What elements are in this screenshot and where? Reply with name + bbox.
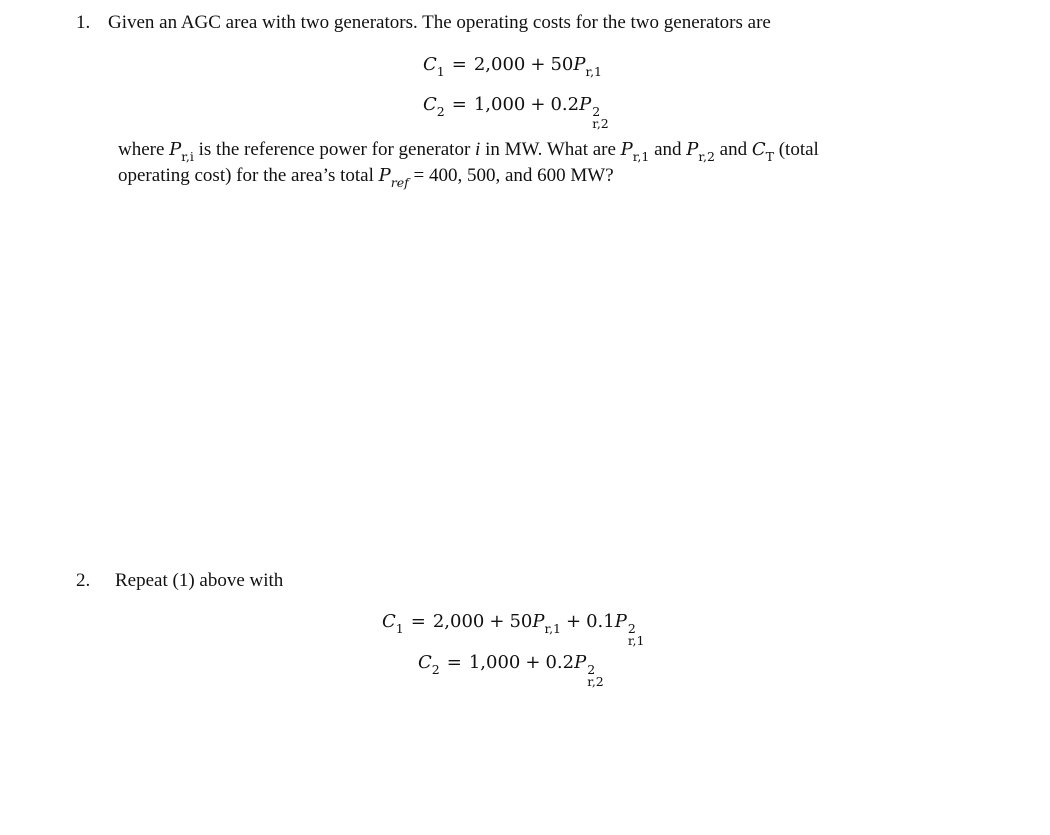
eq-coefficient: 0.2 (545, 652, 575, 673)
text-fragment: = 400, 500, and 600 MW? (408, 165, 614, 186)
plus-sign: + (530, 54, 546, 75)
equals-sign: = (451, 54, 467, 75)
problem-1-equation-c1 (423, 54, 602, 79)
eq-variable-scripts (628, 623, 645, 647)
problem-1-where-line-2 (118, 165, 614, 190)
equals-sign: = (446, 652, 462, 673)
eq-variable-subscript: r,2 (587, 673, 604, 689)
symbol-p: P (169, 139, 182, 160)
problem-1-intro: Given an AGC area with two generators. The operating costs for the two generators are (108, 12, 771, 33)
text-fragment: operating cost) for the area’s total (118, 165, 379, 186)
eq-coefficient: 50 (550, 54, 574, 75)
eq-variable-p: P (614, 611, 627, 632)
plus-sign: + (530, 94, 546, 115)
symbol-p: P (620, 139, 633, 160)
problem-1-number: 1. (76, 12, 91, 33)
eq-variable-subscript: r,2 (592, 115, 609, 131)
eq-symbol-c: C (382, 611, 396, 632)
eq-symbol-c: C (423, 54, 437, 75)
eq-variable-p: P (579, 94, 592, 115)
problem-1-where-line-1 (118, 139, 819, 164)
symbol-c: C (751, 139, 766, 160)
eq-constant: 2,000 (473, 54, 526, 75)
problem-2-equation-c2 (418, 652, 604, 688)
eq-variable-superscript: 2 (627, 621, 636, 636)
eq-subscript: 1 (436, 64, 445, 79)
eq-symbol-c: C (423, 94, 437, 115)
text-fragment: where (118, 139, 170, 160)
problem-2-intro: Repeat (1) above with (115, 570, 284, 591)
eq-variable-subscript: r,1 (627, 632, 645, 648)
symbol-subscript: T (765, 149, 774, 164)
text-fragment: (total (773, 139, 819, 160)
plus-sign: + (525, 652, 541, 673)
eq-coefficient: 50 (509, 611, 533, 632)
plus-sign: + (489, 611, 505, 632)
eq-subscript: 2 (431, 662, 440, 677)
eq-variable-scripts (592, 106, 609, 130)
text-fragment: and (714, 139, 752, 160)
eq-variable-p: P (574, 652, 587, 673)
symbol-p: P (378, 165, 391, 186)
symbol-subscript: r,i (181, 149, 194, 164)
equals-sign: = (410, 611, 426, 632)
eq-constant: 2,000 (432, 611, 485, 632)
plus-sign: + (566, 611, 582, 632)
eq-variable-p: P (532, 611, 545, 632)
eq-variable-subscript: r,1 (544, 621, 562, 636)
symbol-p: P (686, 139, 699, 160)
eq-subscript: 1 (395, 621, 404, 636)
eq-variable-superscript: 2 (592, 104, 601, 119)
eq-variable-scripts (587, 664, 604, 688)
eq-constant: 1,000 (473, 94, 526, 115)
eq-subscript: 2 (436, 104, 445, 119)
symbol-subscript: ref (390, 175, 409, 190)
problem-1-equation-c2 (423, 94, 609, 130)
eq-constant: 1,000 (468, 652, 521, 673)
text-fragment: is the reference power for generator (193, 139, 476, 160)
eq-variable-subscript: r,1 (585, 64, 603, 79)
eq-variable-p: P (573, 54, 586, 75)
equals-sign: = (451, 94, 467, 115)
eq-coefficient: 0.2 (550, 94, 580, 115)
problem-2-equation-c1 (382, 611, 644, 647)
eq-symbol-c: C (418, 652, 432, 673)
text-fragment: and (649, 139, 687, 160)
symbol-subscript: r,1 (632, 149, 650, 164)
text-fragment: in MW. What are (480, 139, 621, 160)
problem-2-number: 2. (76, 570, 91, 591)
symbol-subscript: r,2 (698, 149, 715, 164)
generator-index: i (475, 139, 481, 160)
eq-variable-superscript: 2 (587, 662, 596, 677)
eq-quadratic-coefficient: 0.1 (586, 611, 615, 632)
